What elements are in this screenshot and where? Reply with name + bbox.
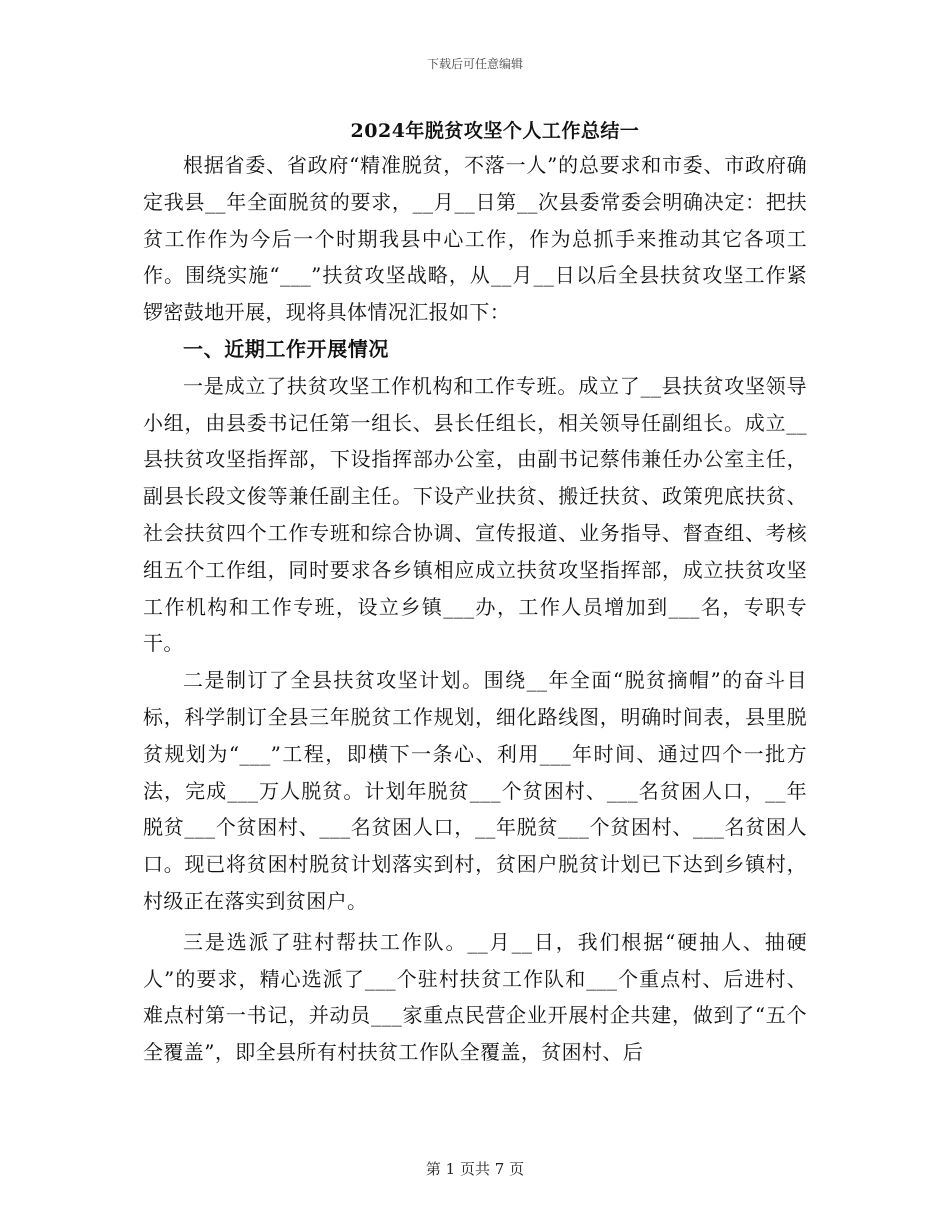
section-heading: 一、近期工作开展情况 bbox=[183, 336, 389, 361]
document-body bbox=[143, 147, 807, 1071]
body-paragraph-2: 二是制订了全县扶贫攻坚计划。围绕__年全面“脱贫摘帽”的奋斗目标，科学制订全县三年脱贫工作规划，细化路线图，明确时间表，县里脱贫规划为“___”工程，即横下一条心、利用___年时间、通过四个一批方法，完成___万人脱贫。计划年脱贫___个贫困村、___名贫困人口，__年脱贫___个贫困村、___名贫困人口，__年脱贫___个贫困村、___名贫困人口。现已将贫困村脱贫计划落实到村，贫困户脱贫计划已下达到乡镇村，村级正在落实到贫困户。 bbox=[143, 668, 807, 913]
header-note: 下载后可任意编辑 bbox=[426, 57, 523, 71]
body-paragraph-3: 三是选派了驻村帮扶工作队。__月__日，我们根据“硬抽人、抽硬人”的要求，精心选派了___个驻村扶贫工作队和___个重点村、后进村、难点村第一书记，并动员___家重点民营企业开展村企共建，做到了“五个全覆盖”，即全县所有村扶贫工作队全覆盖，贫困村、后 bbox=[143, 929, 807, 1065]
page-number-footer: 第 1 页共 7 页 bbox=[425, 1160, 525, 1178]
intro-paragraph: 根据省委、省政府“精准脱贫，不落一人”的总要求和市委、市政府确定我县__年全面脱贫的要求，__月__日第__次县委常委会明确决定：把扶贫工作作为今后一个时期我县中心工作，作为总抓手来推动其它各项工作。围绕实施“___”扶贫攻坚战略，从__月__日以后全县扶贫攻坚工作紧锣密鼓地开展，现将具体情况汇报如下： bbox=[143, 153, 807, 325]
body-paragraph-1: 一是成立了扶贫攻坚工作机构和工作专班。成立了__县扶贫攻坚领导小组，由县委书记任第一组长、县长任组长，相关领导任副组长。成立__县扶贫攻坚指挥部，下设指挥部办公室，由副书记蔡伟兼任办公室主任，副县长段文俊等兼任副主任。下设产业扶贫、搬迁扶贫、政策兜底扶贫、社会扶贫四个工作专班和综合协调、宣传报道、业务指导、督查组、考核组五个工作组，同时要求各乡镇相应成立扶贫攻坚指挥部，成立扶贫攻坚工作机构和工作专班，设立乡镇___办，工作人员增加到___名，专职专干。 bbox=[143, 373, 807, 656]
document-title: 2024年脱贫攻坚个人工作总结一 bbox=[350, 120, 640, 142]
